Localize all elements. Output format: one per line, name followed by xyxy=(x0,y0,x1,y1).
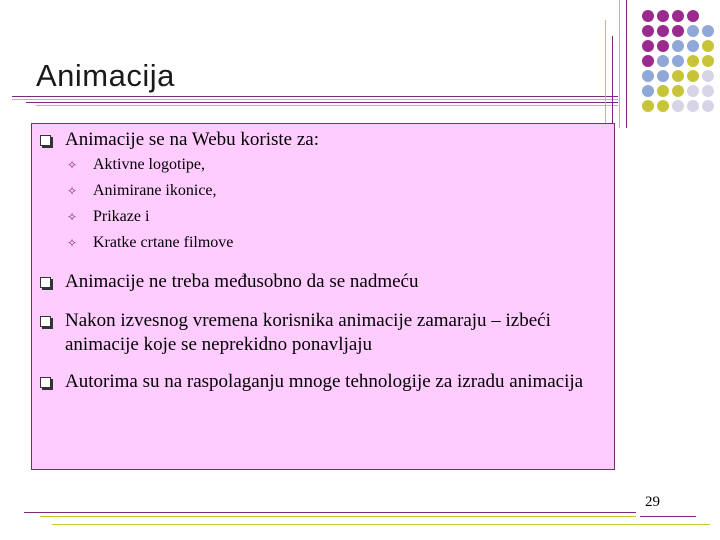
vertical-line-purple-2 xyxy=(626,0,627,128)
sub-bullet-text: Aktivne logotipe, xyxy=(93,156,205,173)
vertical-line-olive-1 xyxy=(605,20,606,128)
bullet-text: Animacije se na Webu koriste za: xyxy=(65,129,320,150)
diamond-star-bullet-icon: ✧ xyxy=(67,158,78,172)
title-line-mid-olive xyxy=(12,99,618,100)
dot-icon xyxy=(657,55,669,67)
dot-icon xyxy=(687,55,699,67)
dot-icon xyxy=(672,10,684,22)
footer-line-olive xyxy=(40,516,636,517)
bullet-item xyxy=(40,270,600,294)
dot-icon xyxy=(687,70,699,82)
bullet-text: Nakon izvesnog vremena korisnika animacije zamaraju – izbeći animacije koje se neprekidno ponavljaju xyxy=(65,310,551,355)
diamond-star-bullet-icon: ✧ xyxy=(67,236,78,250)
dot-icon xyxy=(672,70,684,82)
page-number: 29 xyxy=(645,494,660,510)
square-bullet-icon xyxy=(40,270,54,294)
dot-icon xyxy=(687,100,699,112)
dot-icon xyxy=(702,25,714,37)
dot-icon xyxy=(687,85,699,97)
diamond-star-bullet-icon: ✧ xyxy=(67,210,78,224)
footer-line-purple-short xyxy=(640,516,696,517)
title-line-top-purple xyxy=(12,96,618,97)
dot-icon xyxy=(702,70,714,82)
bullet-text: Animacije ne treba međusobno da se nadmeću xyxy=(65,271,419,292)
square-bullet-icon xyxy=(40,370,54,394)
vertical-line-olive-2 xyxy=(619,0,620,128)
dot-icon xyxy=(642,85,654,97)
square-bullet-icon xyxy=(40,309,54,333)
bullet-item xyxy=(40,309,600,357)
dot-icon xyxy=(672,55,684,67)
dot-icon xyxy=(642,10,654,22)
dot-icon xyxy=(687,10,699,22)
dot-icon xyxy=(702,85,714,97)
dot-icon xyxy=(702,100,714,112)
sub-bullet-text: Animirane ikonice, xyxy=(93,182,217,199)
dot-icon xyxy=(642,100,654,112)
dot-icon xyxy=(672,40,684,52)
dot-icon xyxy=(657,85,669,97)
slide-title: Animacija xyxy=(36,58,175,93)
dot-icon xyxy=(657,100,669,112)
dot-icon xyxy=(657,40,669,52)
dot-icon xyxy=(642,70,654,82)
dot-icon xyxy=(672,25,684,37)
dot-icon xyxy=(702,55,714,67)
dot-icon xyxy=(642,25,654,37)
dot-icon xyxy=(657,70,669,82)
sub-bullet-text: Kratke crtane filmove xyxy=(93,234,234,251)
dot-icon xyxy=(657,25,669,37)
square-bullet-icon xyxy=(40,128,54,152)
dot-icon xyxy=(672,100,684,112)
bullet-item xyxy=(40,370,600,418)
title-line-lower-olive xyxy=(36,105,618,106)
title-line-bottom-purple xyxy=(26,102,618,103)
diamond-star-bullet-icon: ✧ xyxy=(67,184,78,198)
dot-icon xyxy=(687,25,699,37)
dot-icon xyxy=(642,55,654,67)
dot-icon xyxy=(687,40,699,52)
bullet-text: Autorima su na raspolaganju mnoge tehnologije za izradu animacija xyxy=(65,371,584,392)
footer-line-purple xyxy=(24,512,636,513)
dot-icon xyxy=(642,40,654,52)
dot-icon xyxy=(702,40,714,52)
dot-icon xyxy=(657,10,669,22)
dot-icon xyxy=(672,85,684,97)
sub-bullet-text: Prikaze i xyxy=(93,208,150,225)
vertical-line-purple-1 xyxy=(612,36,613,128)
bullet-item xyxy=(40,128,600,152)
footer-line-olive-bottom xyxy=(52,524,710,525)
